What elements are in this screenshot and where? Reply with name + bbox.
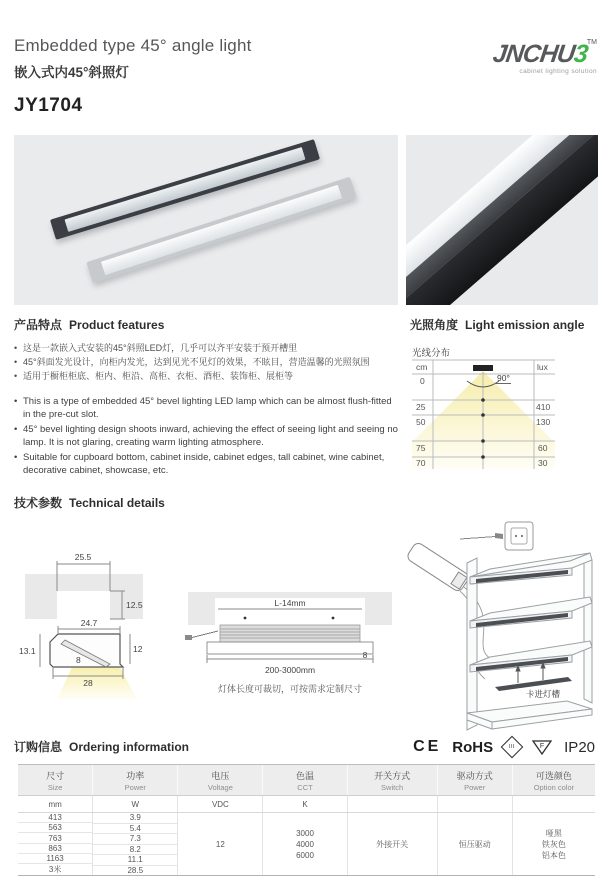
dim-length-range: 200-3000mm [264, 665, 316, 675]
ordering-section-title: 订购信息 Ordering information [14, 740, 190, 754]
table-cell: 863 [18, 843, 92, 853]
features-list-cn [14, 341, 398, 383]
unit-lux-label: lux [537, 362, 548, 372]
product-photo-profile [406, 135, 598, 305]
table-cell: 3.9 [129, 813, 141, 823]
cct-cell: 3000 4000 6000 [262, 813, 346, 875]
table-header-row [18, 764, 595, 796]
table-cell: 763 [18, 832, 92, 842]
unit-cell [512, 796, 595, 812]
table-cell: 8.2 [93, 844, 177, 855]
table-cell: 413 [48, 813, 62, 823]
beam-angle-label: 90° [497, 373, 510, 383]
unit-cell: VDC [177, 796, 262, 812]
cm-tick: 50 [416, 417, 426, 427]
table-cell: 28.5 [93, 865, 177, 876]
install-label: 卡进灯槽 [525, 689, 561, 699]
color-cell: 哑黑 铁灰色 铝本色 [512, 813, 595, 875]
brand-logo-accent: 3 [572, 40, 589, 68]
dim-profile-left: 13.1 [19, 646, 36, 656]
dim-profile-window: 8 [76, 655, 81, 665]
emission-subtitle: 光线分布 [412, 348, 451, 359]
lux-tick: 60 [538, 443, 548, 453]
table-cell: 7.3 [93, 833, 177, 844]
feature-item: • Suitable for cupboard bottom, cabinet inside, cabinet edges, tall cabinet, wine cabinet, decorative cabinet, showcase, etc. [14, 452, 385, 476]
brand-tagline: cabinet lighting solution [519, 68, 597, 75]
table-cell: 563 [18, 822, 92, 832]
profile-outline [50, 634, 123, 667]
rohs-mark: RoHS [452, 738, 494, 756]
col-header-power: 功率 Power [92, 765, 177, 795]
aluminum-profile-3d [406, 135, 598, 305]
certification-marks [413, 735, 595, 759]
emission-diagram [412, 359, 555, 469]
dim-profile-top: 24.7 [80, 620, 98, 628]
page-title-en: Embedded type 45° angle light [14, 36, 252, 55]
unit-cell: K [262, 796, 346, 812]
light-glow [57, 667, 137, 700]
col-header-voltage: 电压 Voltage [177, 765, 262, 795]
screw-dot [332, 617, 335, 620]
feature-item: • 45°斜面发光设计，向柜内发光，达到见光不见灯的效果，不眩目，营造温馨的光照氛围 [14, 357, 370, 367]
table-cell: 3米 [18, 863, 92, 875]
table-units-row [18, 796, 595, 813]
unit-cm-label: cm [416, 362, 428, 372]
length-drawing [185, 585, 395, 680]
col-header-color: 可选颜色 Option color [512, 765, 595, 795]
lamp-icon [473, 365, 493, 371]
unit-cell: mm [48, 799, 62, 809]
unit-cell: W [92, 796, 177, 812]
power-cable [190, 631, 218, 638]
cable-plug [185, 635, 192, 640]
ip-rating: IP20 [564, 738, 595, 756]
slot-drawing [25, 552, 160, 627]
lamp-body [220, 625, 360, 642]
unit-cell [437, 796, 512, 812]
product-bar-silver [86, 177, 356, 284]
unit-cell [347, 796, 437, 812]
profile-drawing [18, 620, 148, 705]
voltage-cell: 12 [177, 813, 262, 875]
dim-cut-length: L-14mm [274, 598, 306, 608]
table-body [18, 813, 595, 876]
emission-section-title: 光照角度 Light emission angle [410, 318, 585, 332]
features-section-title: 产品特点 Product features [14, 318, 165, 332]
drive-cell: 恒压驱动 [437, 813, 512, 875]
power-column [92, 813, 177, 875]
size-column [18, 813, 92, 875]
ce-mark-icon: CE [413, 738, 442, 755]
product-bar-black [50, 139, 320, 240]
col-header-switch: 开关方式 Switch [347, 765, 437, 795]
technical-section-title: 技术参数 Technical details [14, 496, 165, 510]
svg-text:F: F [540, 742, 545, 750]
feature-item: • This is a type of embedded 45° bevel lighting LED lamp which can be almost flush-fitted in the pre-cut slot. [14, 396, 392, 420]
dim-slot-width: 25.5 [74, 552, 92, 562]
cm-tick: 25 [416, 402, 426, 412]
brand-logo-text: JNCHU3 [490, 40, 589, 68]
ordering-table [18, 764, 595, 876]
emission-diagram-svg [412, 359, 555, 469]
screw-dot [244, 617, 247, 620]
length-caption: 灯体长度可裁切，可按需求定制尺寸 [217, 684, 362, 694]
lux-tick: 410 [536, 402, 551, 412]
slot-cutout [57, 591, 110, 619]
f-mark-icon [531, 739, 553, 756]
led-driver [406, 541, 471, 593]
lux-tick: 30 [538, 458, 548, 468]
col-header-drive: 驱动方式 Power [437, 765, 512, 795]
plug [495, 533, 503, 539]
brand-logo [490, 39, 597, 76]
lux-tick: 130 [536, 417, 551, 427]
cm-tick: 0 [420, 376, 425, 386]
page-title-cn: 嵌入式内45°斜照灯 [14, 65, 129, 80]
switch-cell: 外接开关 [347, 813, 437, 875]
features-list-en [14, 396, 398, 480]
installation-illustration [400, 503, 610, 731]
table-cell: 1163 [18, 853, 92, 863]
col-header-cct: 色温 CCT [262, 765, 346, 795]
lamp-base [207, 642, 373, 654]
trademark-symbol: TM [586, 39, 597, 46]
table-cell: 11.1 [93, 854, 177, 865]
class3-diamond-icon: III [501, 736, 524, 759]
dim-slot-depth: 12.5 [126, 600, 143, 610]
model-number: JY1704 [14, 95, 83, 116]
feature-item: • 45° bevel lighting design shoots inward, achieving the effect of seeing light and seeing no lamp. It is not glaring, creating warm lighting atmosphere. [14, 424, 398, 448]
dim-profile-bottom: 28 [83, 678, 93, 688]
cm-tick: 70 [416, 458, 426, 468]
dim-profile-right: 12 [133, 644, 143, 654]
cm-tick: 75 [416, 443, 426, 453]
feature-item: • 适用于橱柜柜底、柜内、柜沿、高柜、衣柜、酒柜、装饰柜、展柜等 [14, 371, 294, 381]
product-photo-main [14, 135, 398, 305]
feature-item: • 这是一款嵌入式安装的45°斜照LED灯，几乎可以齐平安装于预开槽里 [14, 343, 298, 353]
col-header-size: 尺寸 Size [46, 770, 65, 792]
dim-end-cap: 8 [362, 650, 368, 660]
table-cell: 5.4 [93, 823, 177, 834]
